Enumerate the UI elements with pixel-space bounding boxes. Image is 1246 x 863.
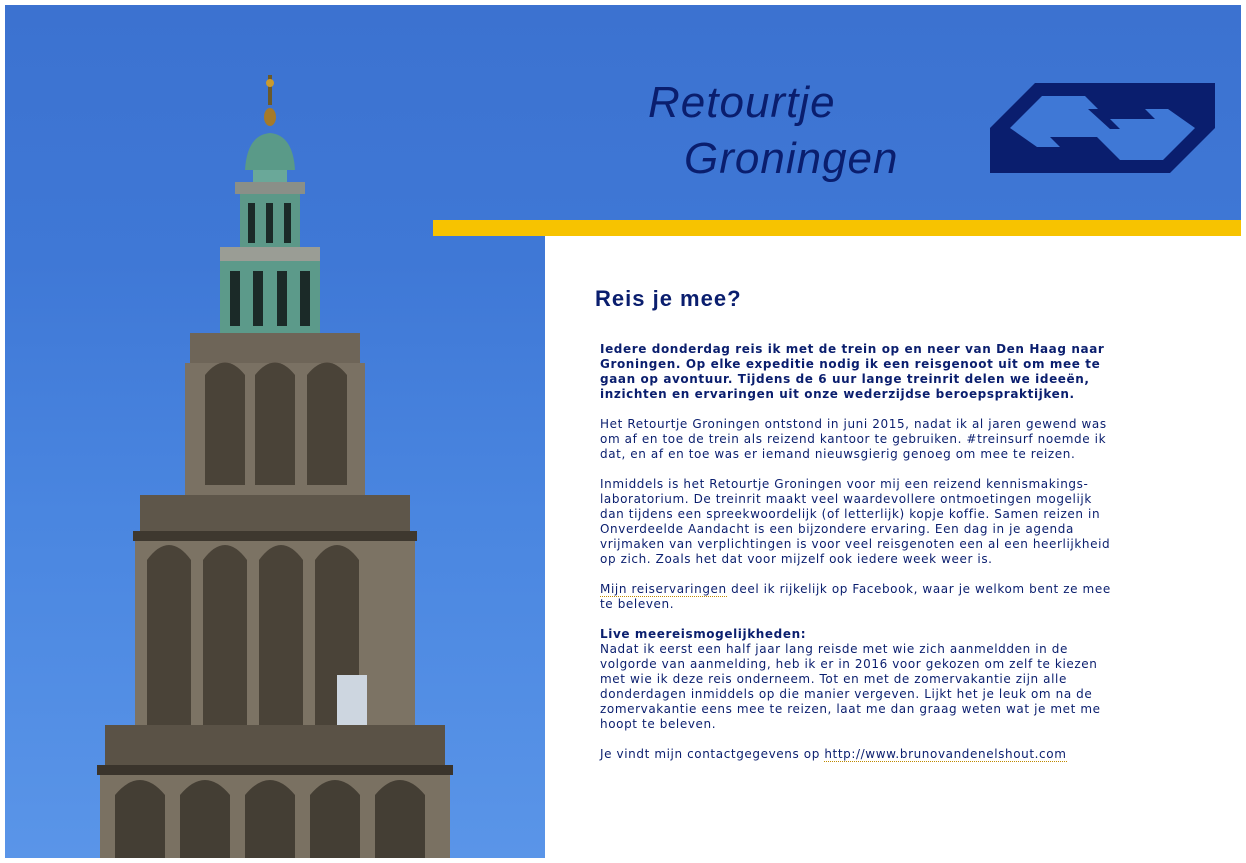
content-panel <box>545 236 1241 858</box>
site-title-line2: Groningen <box>684 134 899 183</box>
contact-paragraph <box>600 747 1115 762</box>
contact-text: Je vindt mijn contactgegevens op <box>600 747 825 761</box>
site-title-line1: Retourtje <box>648 78 836 127</box>
live-text: Nadat ik eerst een half jaar lang reisde met wie zich aanmeldden in de volgorde van aanmelding, heb ik er in 2016 voor gekozen om zelf te kiezen met wie ik deze reis onderneem. Tot en met de zomervakantie zijn alle donderdagen inmiddels op die manier vergeven. Lijkt het je leuk om na de zomervakantie eens mee te reizen, laat me dan graag weten wat je met me hoopt te beleven. <box>600 642 1101 731</box>
contact-link[interactable]: http://www.brunovandenelshout.com <box>824 747 1067 761</box>
tower-icon <box>85 75 465 858</box>
site-title <box>648 75 898 187</box>
live-heading: Live meereismogelijkheden: <box>600 627 807 641</box>
facebook-text: deel ik rijkelijk op Facebook, waar je welkom bent ze mee te beleven. <box>600 582 1111 611</box>
lab-paragraph: Inmiddels is het Retourtje Groningen voor mij een reizend kennismakings-laboratorium. De treinrit maakt veel waardevollere ontmoetingen mogelijk dan tijdens een spreekwoordelijk (of letterlijk) kopje koffie. Samen reizen in Onverdeelde Aandacht is een bijzondere ervaring. Een dag in je agenda vrijmaken van verplichtingen is voor veel reisgenoten een al een heerlijkheid op zich. Zoals het dat voor mijzelf ook iedere week weer is. <box>600 477 1111 566</box>
reiservaringen-link[interactable]: Mijn reiservaringen <box>600 582 727 596</box>
yellow-divider <box>433 220 1241 236</box>
ns-logo-icon <box>990 83 1215 173</box>
facebook-paragraph <box>600 582 1115 612</box>
page-heading: Reis je mee? <box>595 286 742 311</box>
history-paragraph: Het Retourtje Groningen ontstond in juni 2015, nadat ik al jaren gewend was om af en toe de trein als reizend kantoor te gebruiken. #treinsurf noemde ik dat, en af en toe was er iemand nieuwsgierig genoeg om mee te reizen. <box>600 417 1107 461</box>
intro-paragraph: Iedere donderdag reis ik met de trein op en neer van Den Haag naar Groningen. Op elke expeditie nodig ik een reisgenoot uit om mee te gaan op avontuur. Tijdens de 6 uur lange treinrit delen we ideeën, inzichten en ervaringen uit onze wederzijdse beroepspraktijken. <box>600 342 1105 401</box>
live-paragraph <box>600 627 1115 732</box>
article-body <box>600 342 1115 777</box>
page <box>5 5 1241 858</box>
